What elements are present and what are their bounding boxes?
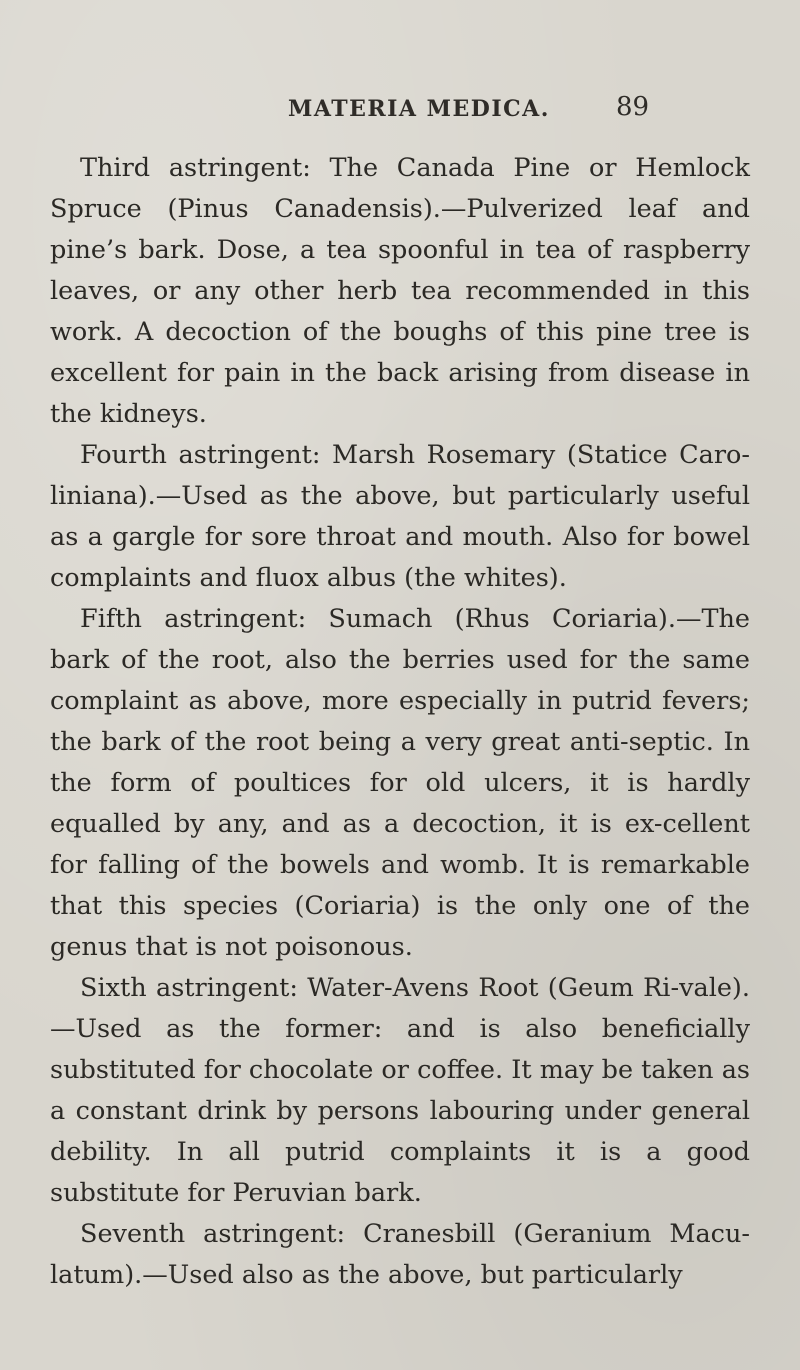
page-header: [0, 92, 800, 132]
running-head: MATERIA MEDICA.: [288, 96, 550, 122]
paragraph-third-astringent: Third astringent: The Canada Pine or Hemlock Spruce (Pinus Canadensis).—Pulverized leaf and pine’s bark. Dose, a tea spoonful in tea of raspberry leaves, or any other herb tea recommended in this work. A decoction of the boughs of this pine tree is excellent for pain in the back arising from disease in the kidneys.: [50, 153, 750, 429]
page-number: 89: [616, 92, 650, 122]
body-text: [50, 148, 750, 1296]
paragraph-fifth-astringent: Fifth astringent: Sumach (Rhus Coriaria).—The bark of the root, also the berries used for the same complaint as above, more especially in putrid fevers; the bark of the root being a very great anti-septic. In the form of poultices for old ulcers, it is hardly equalled by any, and as a decoction, it is ex-cellent for falling of the bowels and womb. It is remarkable that this species (Coriaria) is the only one of the genus that is not poisonous.: [50, 604, 750, 962]
paragraph-fourth-astringent: Fourth astringent: Marsh Rosemary (Statice Caro-liniana).—Used as the above, but particularly useful as a gargle for sore throat and mouth. Also for bowel complaints and fluox albus (the whites).: [50, 440, 750, 593]
paragraph-sixth-astringent: Sixth astringent: Water-Avens Root (Geum Ri-vale).—Used as the former: and is also beneficially substituted for chocolate or coffee. It may be taken as a constant drink by persons labouring under general debility. In all putrid complaints it is a good substitute for Peruvian bark.: [50, 973, 750, 1208]
paragraph-seventh-astringent: Seventh astringent: Cranesbill (Geranium Macu-latum).—Used also as the above, but particularly: [50, 1219, 750, 1290]
